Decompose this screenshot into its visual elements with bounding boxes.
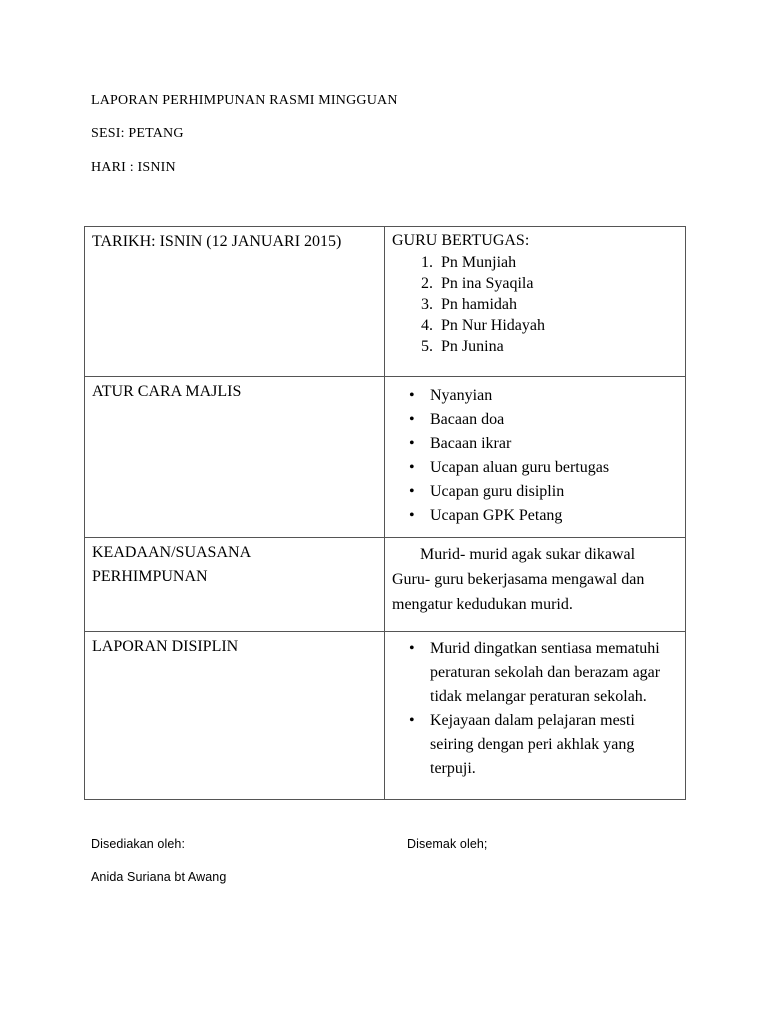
list-item: • Ucapan aluan guru bertugas [385,456,685,480]
duty-teachers-cell [385,227,686,377]
table-row-date [85,227,686,377]
session-line: SESI: PETANG [91,126,184,141]
list-item: • Ucapan GPK Petang [385,504,685,528]
list-item: • Kejayaan dalam pelajaran mesti seiring dengan peri akhlak yang terpuji. [385,709,685,781]
discipline-label-cell [85,632,385,800]
date-label: TARIKH: ISNIN (12 JANUARI 2015) [92,233,342,250]
list-item: • Ucapan guru disiplin [385,480,685,504]
atmosphere-label [85,538,384,589]
table-row-discipline [85,632,686,800]
day-line: HARI : ISNIN [91,160,176,175]
report-table [84,226,686,800]
list-item: 5. Pn Junina [437,336,685,357]
list-item: • Bacaan ikrar [385,432,685,456]
list-item: • Murid dingatkan sentiasa mematuhi peraturan sekolah dan berazam agar tidak melangar peraturan sekolah. [385,637,685,709]
report-title: LAPORAN PERHIMPUNAN RASMI MINGGUAN [91,93,398,108]
atmosphere-label-line-1: KEADAAN/SUASANA [92,544,252,561]
list-item: 3. Pn hamidah [437,294,685,315]
programme-label-cell [85,377,385,538]
list-item: • Nyanyian [385,384,685,408]
programme-list [385,377,685,528]
table-row-programme [85,377,686,538]
atmosphere-text-cell [385,538,686,632]
checked-by-label: Disemak oleh; [407,837,488,851]
list-item: 2. Pn ina Syaqila [437,273,685,294]
discipline-items-cell [385,632,686,800]
atmosphere-label-line-2: PERHIMPUNAN [92,568,208,585]
atmosphere-text-1: Murid- murid agak sukar dikawal [420,546,636,563]
atmosphere-label-cell [85,538,385,632]
programme-items-cell [385,377,686,538]
list-item: 1. Pn Munjiah [437,252,685,273]
discipline-list [385,632,685,781]
prepared-by-label: Disediakan oleh: [91,837,186,851]
prepared-by-name: Anida Suriana bt Awang [91,870,227,884]
programme-label: ATUR CARA MAJLIS [92,383,242,400]
table-row-atmosphere [85,538,686,632]
atmosphere-text-2: Guru- guru bekerjasama mengawal dan mengatur kedudukan murid. [392,571,645,613]
duty-teachers-heading: GURU BERTUGAS: [392,232,530,249]
duty-teachers-list [392,252,685,357]
date-cell [85,227,385,377]
discipline-label: LAPORAN DISIPLIN [92,638,239,655]
list-item: 4. Pn Nur Hidayah [437,315,685,336]
list-item: • Bacaan doa [385,408,685,432]
